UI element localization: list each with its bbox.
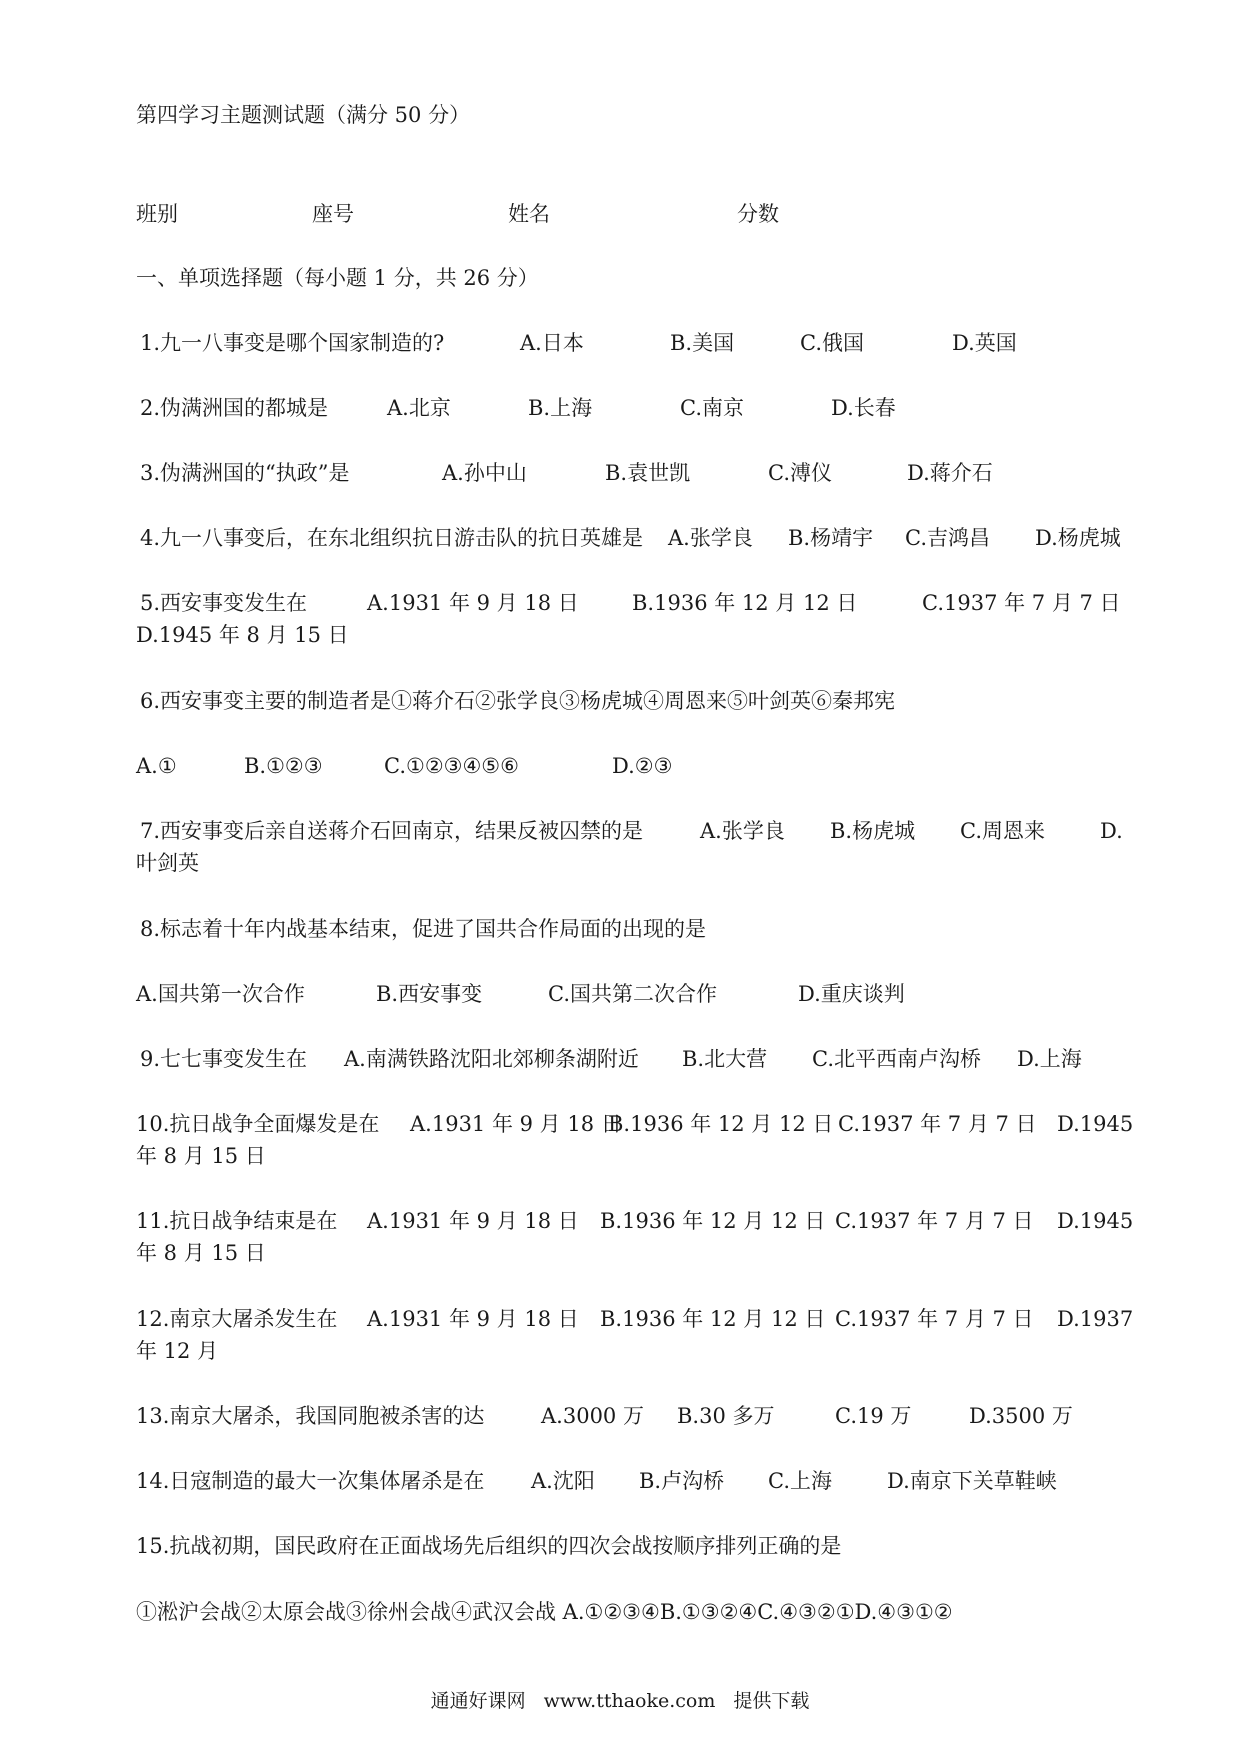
option-c: C.周恩来 xyxy=(960,819,1045,843)
question-stem: 3.伪满洲国的“执政”是 xyxy=(140,461,350,485)
option-a: A.孙中山 xyxy=(442,461,527,485)
option-c: C.①②③④⑤⑥ xyxy=(384,754,519,778)
option-b: B.1936 年 12 月 12 日 xyxy=(600,1307,826,1331)
option-c: C.俄国 xyxy=(800,331,864,355)
option-d-continued: 叶剑英 xyxy=(136,851,199,875)
option-c: C.19 万 xyxy=(835,1404,912,1428)
class-label: 班别 xyxy=(136,202,178,226)
option-a: A.① xyxy=(136,754,177,778)
option-b: B.①②③ xyxy=(244,754,323,778)
question-stem: 4.九一八事变后，在东北组织抗日游击队的抗日英雄是 xyxy=(140,526,644,550)
option-d: D.1945 xyxy=(1057,1112,1134,1136)
option-d: D.3500 万 xyxy=(969,1404,1073,1428)
options-line: ①淞沪会战②太原会战③徐州会战④武汉会战 A.①②③④B.①③②④C.④③②①D.④③①② xyxy=(136,1600,953,1624)
option-d: D.蒋介石 xyxy=(907,461,993,485)
question-stem: 2.伪满洲国的都城是 xyxy=(140,396,329,420)
question-stem: 15.抗战初期，国民政府在正面战场先后组织的四次会战按顺序排列正确的是 xyxy=(136,1534,842,1558)
option-d-continued: 年 8 月 15 日 xyxy=(136,1144,266,1168)
option-a: A.1931 年 9 月 18 日 xyxy=(410,1112,622,1136)
option-a: A.南满铁路沈阳北郊柳条湖附近 xyxy=(344,1047,639,1071)
option-d: D.②③ xyxy=(612,754,673,778)
score-label: 分数 xyxy=(737,202,779,226)
option-d: D.南京下关草鞋峡 xyxy=(887,1469,1057,1493)
option-c: C.国共第二次合作 xyxy=(548,982,717,1006)
option-c: C.溥仪 xyxy=(768,461,832,485)
option-a: A.国共第一次合作 xyxy=(136,982,305,1006)
option-d: D.杨虎城 xyxy=(1035,526,1121,550)
option-a: A.北京 xyxy=(387,396,451,420)
option-b: B.1936 年 12 月 12 日 xyxy=(632,591,858,615)
option-b: B.袁世凯 xyxy=(605,461,691,485)
option-d: D. xyxy=(1100,819,1123,843)
option-b: B.上海 xyxy=(528,396,593,420)
footer-url[interactable]: www.tthaoke.com xyxy=(543,1690,716,1712)
question-stem: 7.西安事变后亲自送蒋介石回南京，结果反被囚禁的是 xyxy=(140,819,644,843)
footer-suffix: 提供下载 xyxy=(733,1690,810,1712)
page-title: 第四学习主题测试题（满分 50 分） xyxy=(136,103,471,127)
option-a: A.张学良 xyxy=(668,526,753,550)
name-label: 姓名 xyxy=(508,202,550,226)
option-b: B.杨虎城 xyxy=(830,819,916,843)
option-c: C.1937 年 7 月 7 日 xyxy=(835,1307,1034,1331)
page-footer xyxy=(0,1686,1240,1716)
option-d: D.长春 xyxy=(831,396,896,420)
option-b: B.美国 xyxy=(670,331,735,355)
seat-label: 座号 xyxy=(312,202,354,226)
option-c: C.吉鸿昌 xyxy=(905,526,990,550)
option-c: C.南京 xyxy=(680,396,744,420)
option-b: B.北大营 xyxy=(682,1047,768,1071)
option-a: A.日本 xyxy=(520,331,584,355)
option-d: D.重庆谈判 xyxy=(798,982,905,1006)
option-c: C.1937 年 7 月 7 日 xyxy=(838,1112,1037,1136)
option-c: C.1937 年 7 月 7 日 xyxy=(835,1209,1034,1233)
question-stem: 12.南京大屠杀发生在 xyxy=(136,1307,338,1331)
option-a: A.1931 年 9 月 18 日 xyxy=(367,591,579,615)
option-b: B.卢沟桥 xyxy=(639,1469,725,1493)
option-a: A.1931 年 9 月 18 日 xyxy=(367,1307,579,1331)
option-a: A.张学良 xyxy=(700,819,785,843)
question-stem: 8.标志着十年内战基本结束，促进了国共合作局面的出现的是 xyxy=(140,917,707,941)
option-a: A.3000 万 xyxy=(541,1404,644,1428)
option-d: D.1945 xyxy=(1057,1209,1134,1233)
footer-site-name: 通通好课网 xyxy=(430,1690,526,1712)
option-d: D.1937 xyxy=(1057,1307,1134,1331)
option-b: B.1936 年 12 月 12 日 xyxy=(600,1209,826,1233)
question-stem: 13.南京大屠杀，我国同胞被杀害的达 xyxy=(136,1404,485,1428)
question-stem: 5.西安事变发生在 xyxy=(140,591,308,615)
question-stem: 1.九一八事变是哪个国家制造的? xyxy=(140,331,445,355)
option-d-continued: 年 12 月 xyxy=(136,1339,219,1363)
question-stem: 6.西安事变主要的制造者是①蒋介石②张学良③杨虎城④周恩来⑤叶剑英⑥秦邦宪 xyxy=(140,689,896,713)
question-stem: 10.抗日战争全面爆发是在 xyxy=(136,1112,380,1136)
option-b: B.30 多万 xyxy=(677,1404,775,1428)
option-d: D.英国 xyxy=(952,331,1017,355)
option-a: A.1931 年 9 月 18 日 xyxy=(367,1209,579,1233)
option-d: D.上海 xyxy=(1017,1047,1082,1071)
option-b: B.西安事变 xyxy=(376,982,483,1006)
option-c: C.上海 xyxy=(768,1469,832,1493)
question-stem: 11.抗日战争结束是在 xyxy=(136,1209,338,1233)
question-stem: 9.七七事变发生在 xyxy=(140,1047,308,1071)
option-d-continued: 年 8 月 15 日 xyxy=(136,1241,266,1265)
option-c: C.北平西南卢沟桥 xyxy=(812,1047,981,1071)
option-d: D.1945 年 8 月 15 日 xyxy=(136,623,349,647)
option-b: B.杨靖宇 xyxy=(788,526,874,550)
option-c: C.1937 年 7 月 7 日 xyxy=(922,591,1121,615)
question-stem: 14.日寇制造的最大一次集体屠杀是在 xyxy=(136,1469,485,1493)
option-b: B.1936 年 12 月 12 日 xyxy=(608,1112,834,1136)
option-a: A.沈阳 xyxy=(531,1469,595,1493)
section-header: 一、单项选择题（每小题 1 分，共 26 分） xyxy=(136,266,539,290)
